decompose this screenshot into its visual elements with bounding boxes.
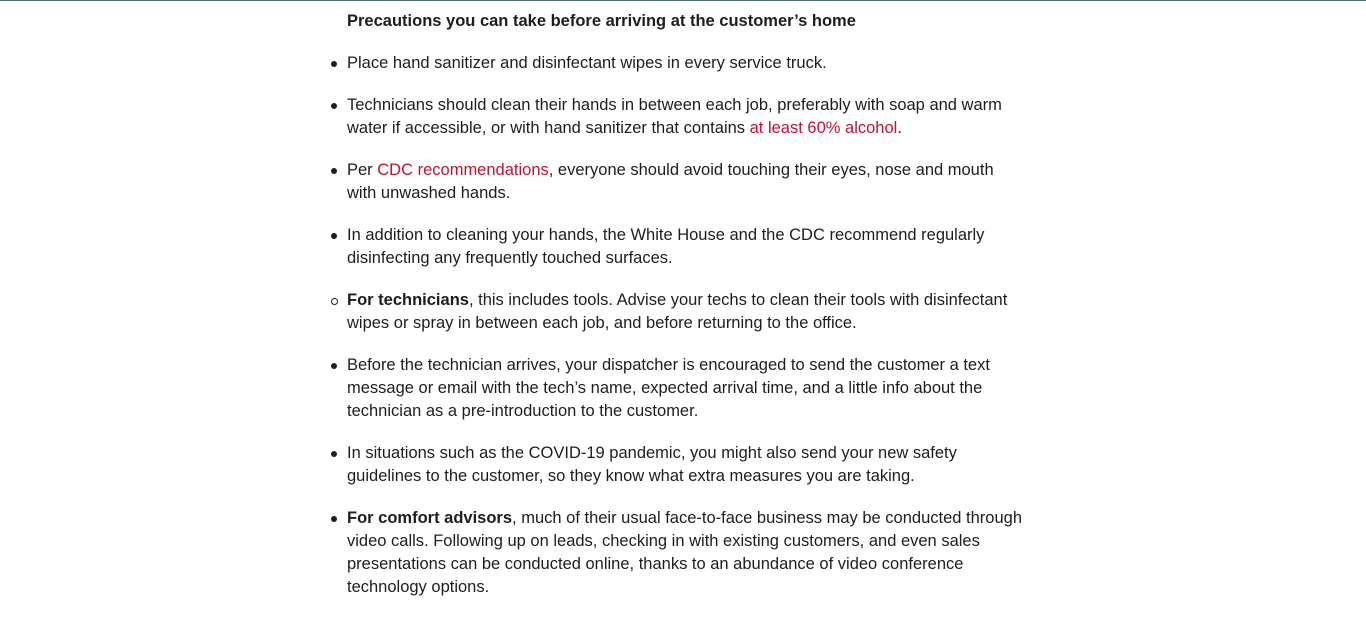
- list-item: [347, 442, 1027, 488]
- bullet-icon: [331, 363, 337, 369]
- hollow-bullet-icon: [331, 298, 338, 305]
- item-text-end: .: [897, 119, 902, 137]
- item-text-end: , everyone should avoid touching their eyes, nose and mouth with unwashed hands.: [347, 161, 994, 202]
- cdc-recommendations-link[interactable]: CDC recommendations: [377, 161, 549, 179]
- bullet-icon: [331, 168, 337, 174]
- section-heading: Precautions you can take before arriving at the customer’s home: [347, 12, 856, 30]
- top-divider: [0, 0, 1366, 1]
- list-item: [347, 507, 1027, 599]
- item-bold-lead: For technicians: [347, 291, 469, 309]
- item-text: , this includes tools. Advise your techs to clean their tools with disinfectant wipes or spray in between each job, and before returning to the office.: [347, 291, 1008, 332]
- list-item: [347, 94, 1027, 140]
- item-text: , much of their usual face-to-face business may be conducted through video calls. Following up on leads, checking in with existing customers, and even sales presentations can be conducted online, thanks to an abundance of video conference technology options.: [347, 509, 1022, 596]
- bullet-icon: [331, 61, 337, 67]
- list-item: [347, 224, 1027, 270]
- item-text: Technicians should clean their hands in between each job, preferably with soap and warm water if accessible, or with hand sanitizer that contains: [347, 96, 1002, 137]
- item-text: Per: [347, 161, 378, 179]
- list-item: [347, 159, 1027, 205]
- item-bold-lead: For comfort advisors: [347, 509, 513, 527]
- item-text: In addition to cleaning your hands, the White House and the CDC recommend regularly disinfecting any frequently touched surfaces.: [347, 226, 985, 267]
- bullet-icon: [331, 103, 337, 109]
- list-item: [347, 289, 1027, 335]
- bullet-icon: [331, 516, 337, 522]
- item-text: In situations such as the COVID-19 pandemic, you might also send your new safety guidelines to the customer, so they know what extra measures you are taking.: [347, 444, 957, 485]
- item-text: Place hand sanitizer and disinfectant wipes in every service truck.: [347, 54, 827, 72]
- alcohol-link[interactable]: at least 60% alcohol: [749, 119, 898, 137]
- precautions-list: [347, 52, 1027, 599]
- bullet-icon: [331, 233, 337, 239]
- item-text: Before the technician arrives, your dispatcher is encouraged to send the customer a text message or email with the tech’s name, expected arrival time, and a little info about the technician as a pre-introduction to the customer.: [347, 356, 990, 420]
- list-item: [347, 354, 1027, 423]
- list-item: [347, 52, 1027, 75]
- article-body: [347, 9, 1027, 618]
- bullet-icon: [331, 451, 337, 457]
